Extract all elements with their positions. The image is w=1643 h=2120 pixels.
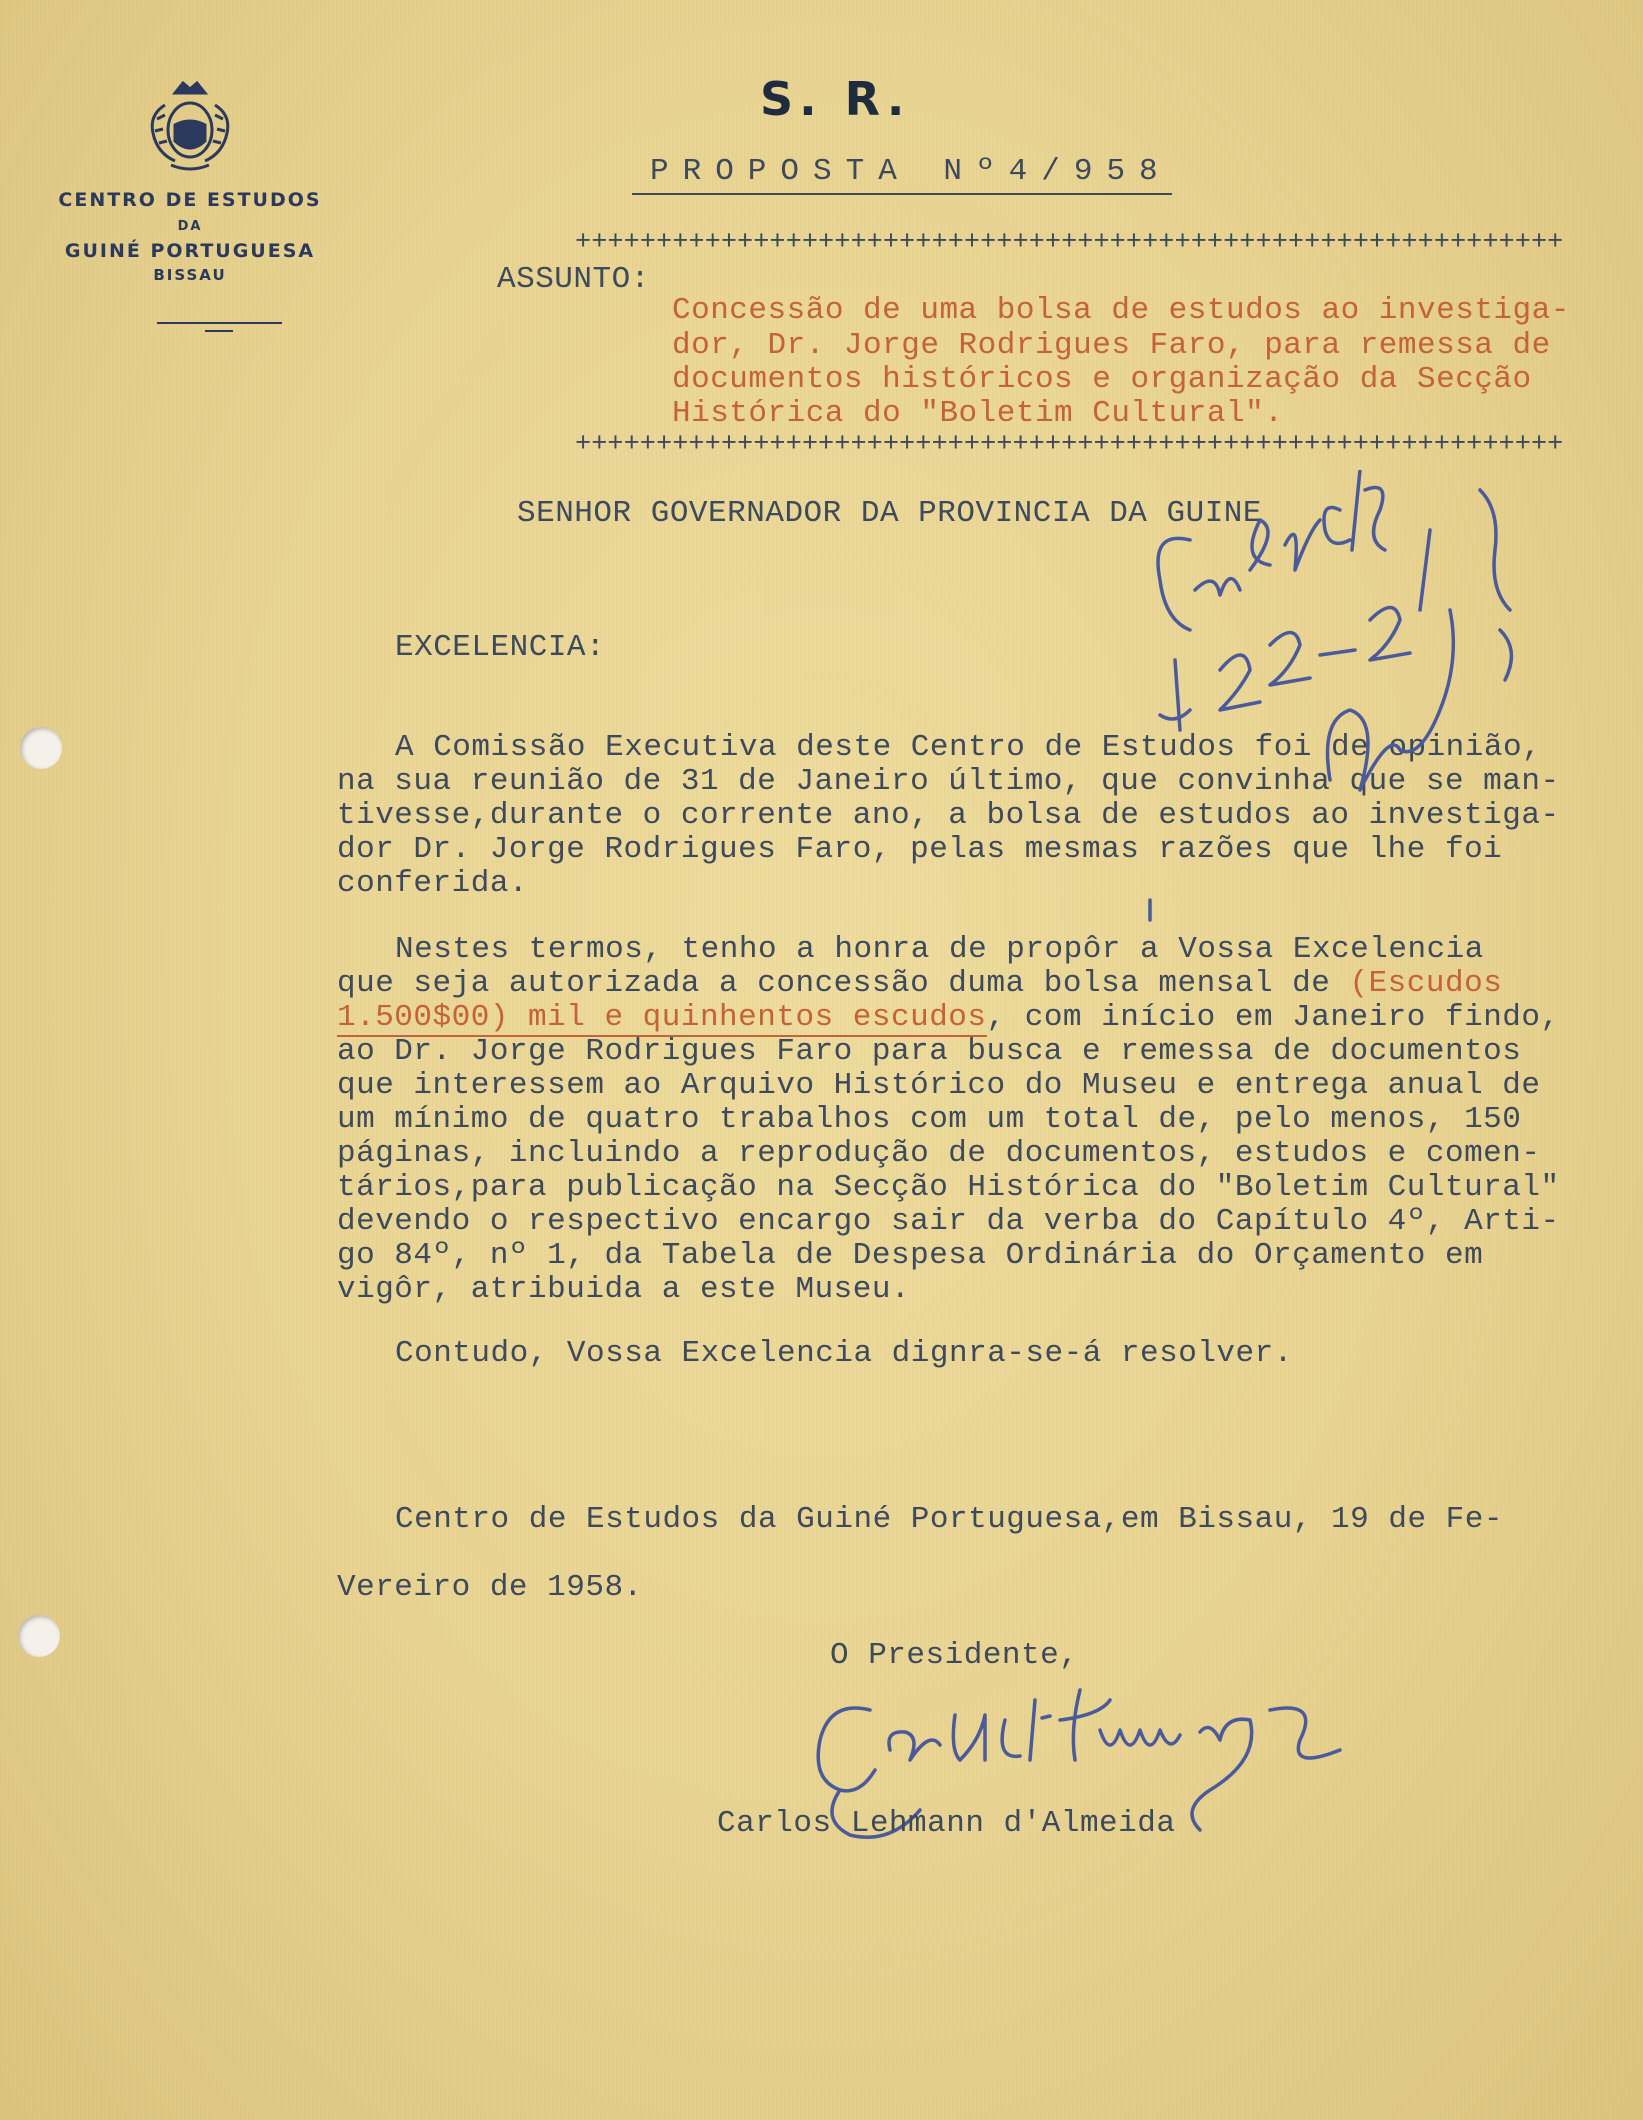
assunto-line-2: dor, Dr. Jorge Rodrigues Faro, para remessa de [672,328,1551,363]
letterhead [40,75,340,284]
signature-title: O Presidente, [830,1638,1079,1673]
coat-of-arms-icon [135,75,245,175]
paragraph-1-line-1: A Comissão Executiva deste Centro de Estudos foi de opinião, [395,730,1542,765]
separator-bottom: +++++++++++++++++++++++++++++++++++++++++++++++++++++++++++++ [575,430,1564,460]
closing-line-1: Centro de Estudos da Guiné Portuguesa,em Bissau, 19 de Fe- [395,1502,1503,1537]
assunto-line-1: Concessão de uma bolsa de estudos ao investiga- [672,293,1570,328]
paragraph-2-line-5: que interessem ao Arquivo Histórico do Museu e entrega anual de [337,1068,1541,1103]
paragraph-2-line-11: vigôr, atribuida a este Museu. [337,1272,911,1307]
paragraph-2-line-2 [337,966,1502,1001]
signatory-name: Carlos Lehmann d'Almeida [717,1806,1176,1841]
paragraph-1-line-5: conferida. [337,866,529,901]
paragraph-2-line-8: tários,para publicação na Secção Histórica do "Boletim Cultural" [337,1170,1560,1205]
punch-hole-bottom [18,1615,60,1657]
letterhead-line-4: BISSAU [153,266,227,284]
proposta-number: PROPOSTA Nº4/958 [650,154,1172,189]
paragraph-2-line-6: um mínimo de quatro trabalhos com um total de, pelo menos, 150 [337,1102,1522,1137]
paragraph-2-amount-start: (Escudos [1349,966,1503,1001]
letterhead-rule-short [205,330,233,332]
closing-line-2: Vereiro de 1958. [337,1570,643,1605]
salutation: EXCELENCIA: [395,630,606,665]
paragraph-3: Contudo, Vossa Excelencia dignra-se-á resolver. [395,1336,1293,1371]
paragraph-2-line-3-text: , com início em Janeiro findo, [986,1000,1560,1035]
paragraph-1-line-2: na sua reunião de 31 de Janeiro último, que convinha que se man- [337,764,1560,799]
paragraph-2-line-2-text: que seja autorizada a concessão duma bolsa mensal de [337,966,1350,1001]
paragraph-2-line-1: Nestes termos, tenho a honra de propôr a Vossa Excelencia [395,932,1484,967]
handwritten-annotation [1120,470,1620,930]
paragraph-2-line-7: páginas, incluindo a reprodução de documentos, estudos e comen- [337,1136,1541,1171]
paragraph-2-line-10: go 84º, nº 1, da Tabela de Despesa Ordinária do Orçamento em [337,1238,1484,1273]
paragraph-2-line-9: devendo o respectivo encargo sair da verba do Capítulo 4º, Arti- [337,1204,1560,1239]
sr-heading: S. R. [760,72,911,126]
paragraph-2-amount: 1.500$00) mil e quinhentos escudos [337,1000,987,1035]
punch-hole-top [20,727,62,769]
letterhead-line-3: GUINÉ PORTUGUESA [64,240,316,262]
paragraph-2-line-4: ao Dr. Jorge Rodrigues Faro para busca e remessa de documentos [337,1034,1522,1069]
paragraph-1-line-4: dor Dr. Jorge Rodrigues Faro, pelas mesmas razões que lhe foi [337,832,1503,867]
separator-top: +++++++++++++++++++++++++++++++++++++++++++++++++++++++++++++ [575,228,1564,258]
addressee: SENHOR GOVERNADOR DA PROVINCIA DA GUINE [517,496,1263,531]
letterhead-rule [157,322,282,324]
letterhead-line-1: CENTRO DE ESTUDOS [58,189,322,211]
proposta-underline [632,193,1172,195]
assunto-label: ASSUNTO: [497,262,650,297]
assunto-line-3: documentos históricos e organização da Secção [672,362,1532,397]
paragraph-1-line-3: tivesse,durante o corrente ano, a bolsa de estudos ao investiga- [337,798,1560,833]
letterhead-line-2: DA [177,219,203,234]
assunto-line-4: Histórica do "Boletim Cultural". [672,396,1284,431]
paragraph-2-line-3 [337,1000,1560,1035]
